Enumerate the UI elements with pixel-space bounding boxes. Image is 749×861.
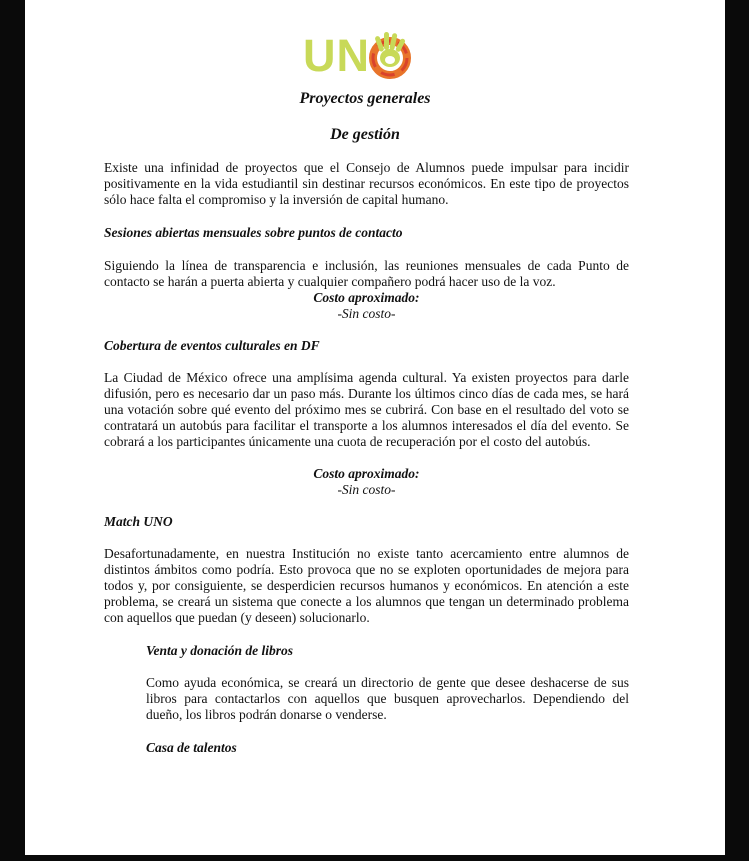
- paragraph-match: Desafortunadamente, en nuestra Institución no existe tanto acercamiento entre alumnos de distintos ámbitos como podría. Esto provoca que no se exploten oportunidades de mejora para todos y, por consiguiente, se desperdicien recursos humanos y económicos. En atención a este problema, se creará un sistema que conecte a los alumnos que tengan un determinado problema con aquellos que puedan (y deseen) solucionarlo.: [104, 546, 629, 626]
- subsection-heading-talentos: Casa de talentos: [146, 740, 237, 755]
- cost-label: Costo aproximado:: [313, 290, 420, 305]
- cost-label: Costo aproximado:: [313, 466, 420, 481]
- paragraph-libros: Como ayuda económica, se creará un directorio de gente que desee deshacerse de sus libros para contactarlos con aquellos que busquen aprovecharlos. Dependiendo del dueño, los libros podrán donarse o venderse.: [146, 675, 629, 723]
- page-title: Proyectos generales: [299, 90, 431, 107]
- hand-o-icon: [368, 30, 414, 80]
- section-heading-match: Match UNO: [104, 514, 173, 529]
- section-heading-cobertura: Cobertura de eventos culturales en DF: [104, 338, 320, 353]
- section-title: De gestión: [330, 126, 400, 143]
- paragraph-sesiones: Siguiendo la línea de transparencia e inclusión, las reuniones mensuales de cada Punto de contacto se harán a puerta abierta y cualquier compañero podrá hacer uso de la voz.: [104, 258, 629, 290]
- document-page: [25, 0, 725, 855]
- cost-value: -Sin costo-: [337, 306, 396, 321]
- cost-value: -Sin costo-: [337, 482, 396, 497]
- intro-paragraph: Existe una infinidad de proyectos que el Consejo de Alumnos puede impulsar para incidir positivamente en la vida estudiantil sin destinar recursos económicos. En este tipo de proyectos sólo hace falta el compromiso y la inversión de capital humano.: [104, 160, 629, 208]
- section-heading-sesiones: Sesiones abiertas mensuales sobre puntos de contacto: [104, 225, 403, 240]
- subsection-heading-libros: Venta y donación de libros: [146, 643, 294, 658]
- logo-text: UN: [303, 29, 370, 81]
- paragraph-cobertura: La Ciudad de México ofrece una amplísima agenda cultural. Ya existen proyectos para darle difusión, pero es necesario dar un paso más. Durante los últimos cinco días de cada mes, se hará una votación sobre qué evento del próximo mes se cubrirá. Con base en el resultado del voto se contratará un autobús para facilitar el transporte a los alumnos interesados el día del evento. Se cobrará a los participantes únicamente una cuota de recuperación por el costo del autobús.: [104, 370, 629, 450]
- uno-logo: [303, 29, 414, 81]
